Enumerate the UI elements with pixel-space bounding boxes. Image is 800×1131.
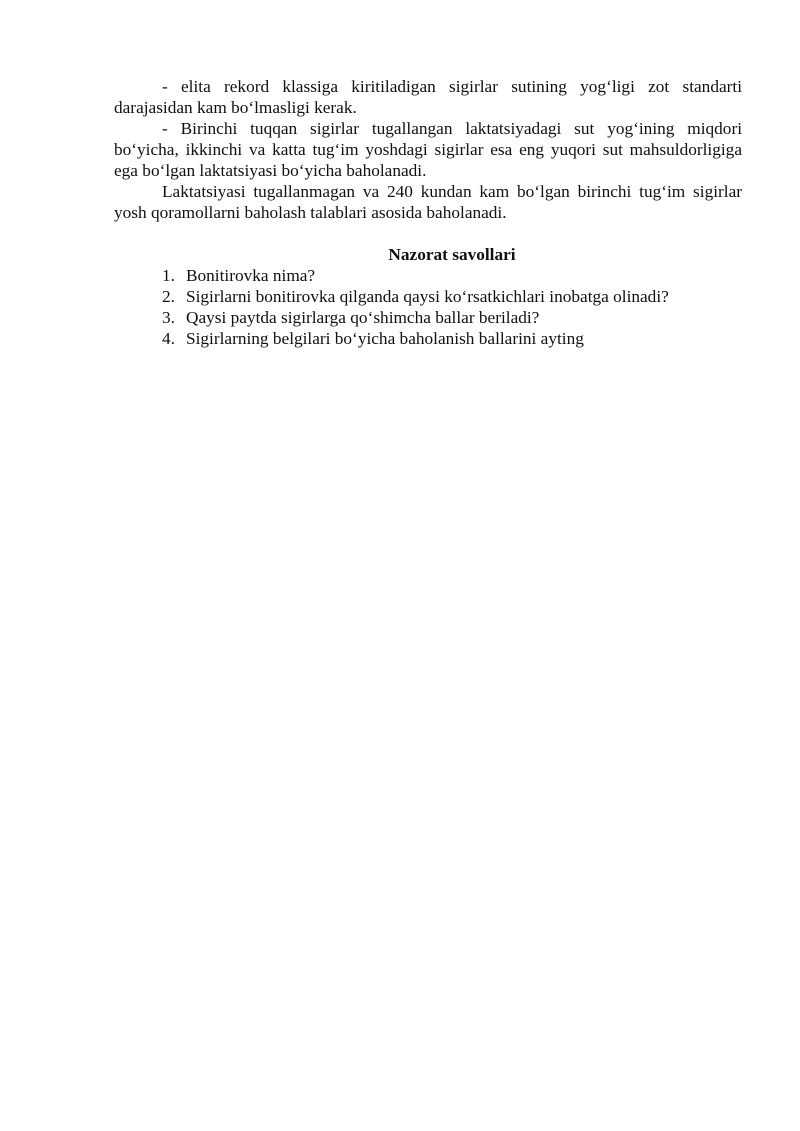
section-title: Nazorat savollari [388,245,516,264]
questions-list [114,265,742,349]
page-content [114,76,742,349]
list-item-number: 4. [162,329,175,348]
paragraph-incomplete-lactation: Laktatsiyasi tugallanmagan va 240 kundan kam bo‘lgan birinchi tug‘im sigirlar yosh qoramollarni baholash talablari asosida baholanadi. [114,182,742,222]
list-item-number: 2. [162,287,175,306]
list-item [114,265,742,286]
list-item [114,328,742,349]
paragraph-elite-record: - elita rekord klassiga kiritiladigan sigirlar sutining yog‘ligi zot standarti darajasidan kam bo‘lmasligi kerak. [114,77,742,117]
paragraph-first-calving: - Birinchi tuqqan sigirlar tugallangan laktatsiyadagi sut yog‘ining miqdori bo‘yicha, ikkinchi va katta tug‘im yoshdagi sigirlar esa eng yuqori sut mahsuldorligiga ega bo‘lgan laktatsiyasi bo‘yicha baholanadi. [114,119,742,180]
list-item [114,307,742,328]
list-item [114,286,742,307]
list-item-number: 1. [162,266,175,285]
list-item-text: Qaysi paytda sigirlarga qo‘shimcha ballar beriladi? [186,308,540,327]
list-item-text: Sigirlarning belgilari bo‘yicha baholanish ballarini ayting [186,329,584,348]
list-item-text: Sigirlarni bonitirovka qilganda qaysi ko‘rsatkichlari inobatga olinadi? [186,287,669,306]
list-item-text: Bonitirovka nima? [186,266,316,285]
list-item-number: 3. [162,308,175,327]
